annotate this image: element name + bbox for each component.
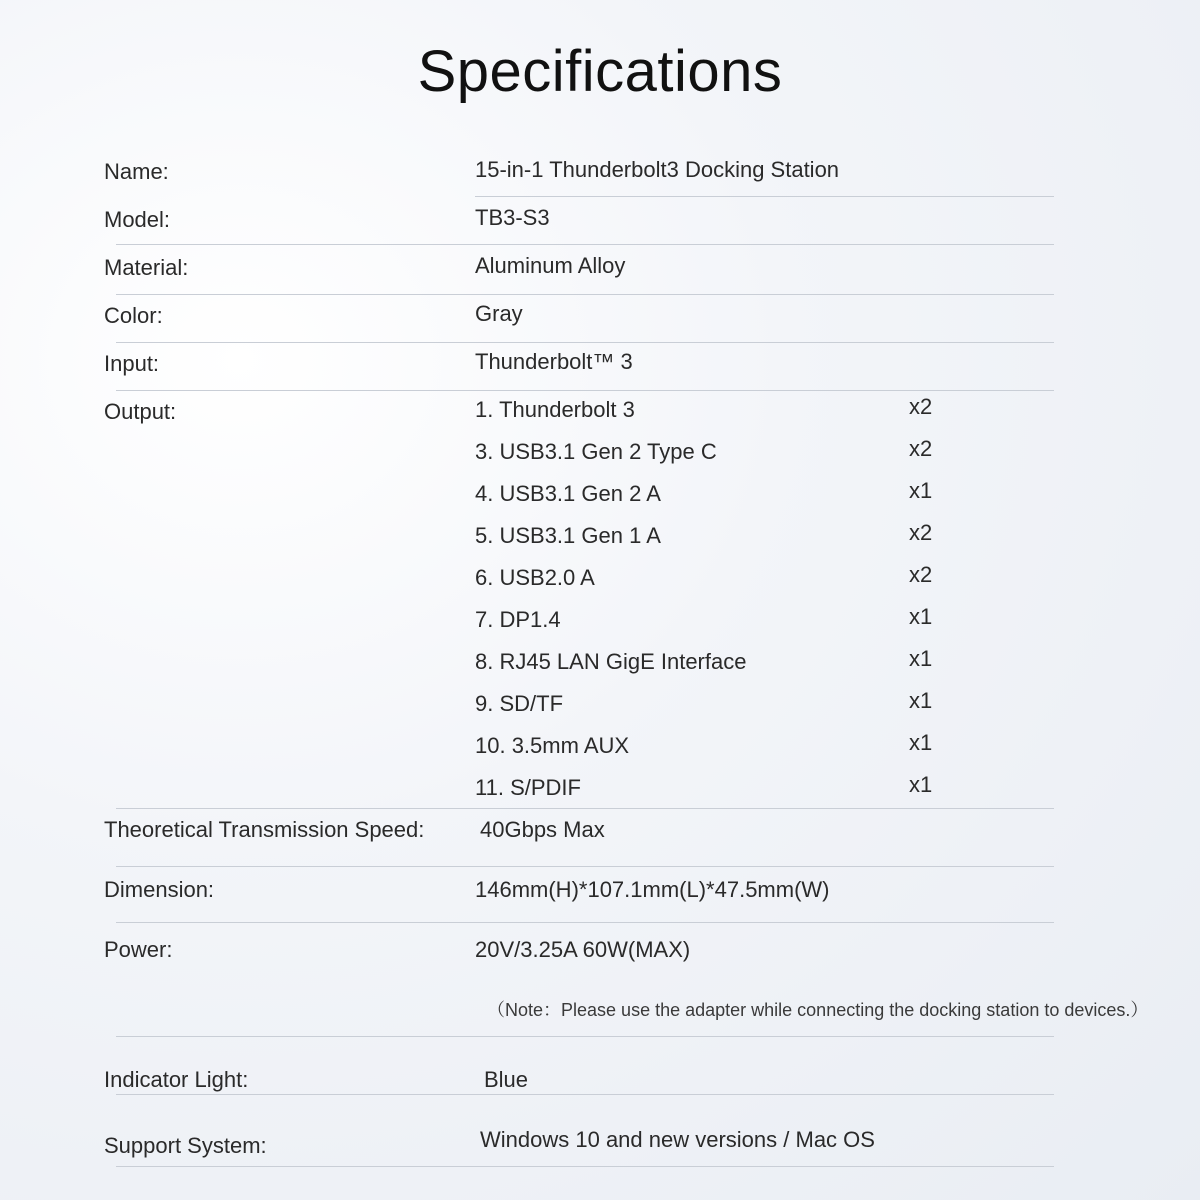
divider — [475, 196, 1054, 197]
input-value: Thunderbolt™ 3 — [475, 349, 633, 374]
model-value: TB3-S3 — [475, 205, 550, 230]
divider — [116, 1166, 1054, 1167]
output-item-name: 5. USB3.1 Gen 1 A — [475, 523, 661, 548]
output-item-name: 10. 3.5mm AUX — [475, 733, 630, 758]
output-item-name: 4. USB3.1 Gen 2 A — [475, 481, 661, 506]
divider — [116, 866, 1054, 867]
output-item-qty: x1 — [909, 646, 933, 671]
indicator-label: Indicator Light: — [104, 1067, 249, 1092]
dimension-label: Dimension: — [104, 877, 215, 902]
power-note: （Note：Please use the adapter while connecting the docking station to devices.） — [487, 1000, 1149, 1020]
color-label: Color: — [104, 303, 163, 328]
material-label: Material: — [104, 255, 189, 280]
divider — [116, 1094, 1054, 1095]
output-item-qty: x2 — [909, 520, 933, 545]
output-item-qty: x1 — [909, 730, 933, 755]
output-item-name: 1. Thunderbolt 3 — [475, 397, 635, 422]
indicator-value: Blue — [484, 1067, 529, 1092]
color-value: Gray — [475, 301, 523, 326]
output-item-qty: x1 — [909, 604, 933, 629]
power-value: 20V/3.25A 60W(MAX) — [475, 937, 691, 962]
output-item-name: 8. RJ45 LAN GigE Interface — [475, 649, 747, 674]
model-label: Model: — [104, 207, 171, 232]
dimension-value: 146mm(H)*107.1mm(L)*47.5mm(W) — [475, 877, 830, 902]
power-label: Power: — [104, 937, 173, 962]
divider — [116, 1036, 1054, 1037]
output-item-name: 6. USB2.0 A — [475, 565, 595, 590]
divider — [116, 922, 1054, 923]
material-value: Aluminum Alloy — [475, 253, 626, 278]
divider — [116, 390, 1054, 391]
output-item-qty: x1 — [909, 688, 933, 713]
output-item-name: 3. USB3.1 Gen 2 Type C — [475, 439, 717, 464]
divider — [116, 244, 1054, 245]
output-item-qty: x1 — [909, 478, 933, 503]
input-label: Input: — [104, 351, 160, 376]
output-item-qty: x2 — [909, 562, 933, 587]
output-label: Output: — [104, 399, 177, 424]
name-value: 15-in-1 Thunderbolt3 Docking Station — [475, 157, 840, 182]
output-item-name: 11. S/PDIF — [475, 775, 581, 800]
divider — [116, 294, 1054, 295]
output-item-qty: x1 — [909, 772, 933, 797]
output-item-name: 7. DP1.4 — [475, 607, 561, 632]
support-label: Support System: — [104, 1133, 267, 1158]
page-title: Specifications — [417, 39, 783, 104]
divider — [116, 342, 1054, 343]
output-item-name: 9. SD/TF — [475, 691, 564, 716]
speed-value: 40Gbps Max — [480, 817, 605, 842]
name-label: Name: — [104, 159, 169, 184]
output-item-qty: x2 — [909, 436, 933, 461]
support-value: Windows 10 and new versions / Mac OS — [480, 1127, 875, 1152]
output-item-qty: x2 — [909, 394, 933, 419]
divider — [116, 808, 1054, 809]
speed-label: Theoretical Transmission Speed: — [104, 817, 425, 842]
